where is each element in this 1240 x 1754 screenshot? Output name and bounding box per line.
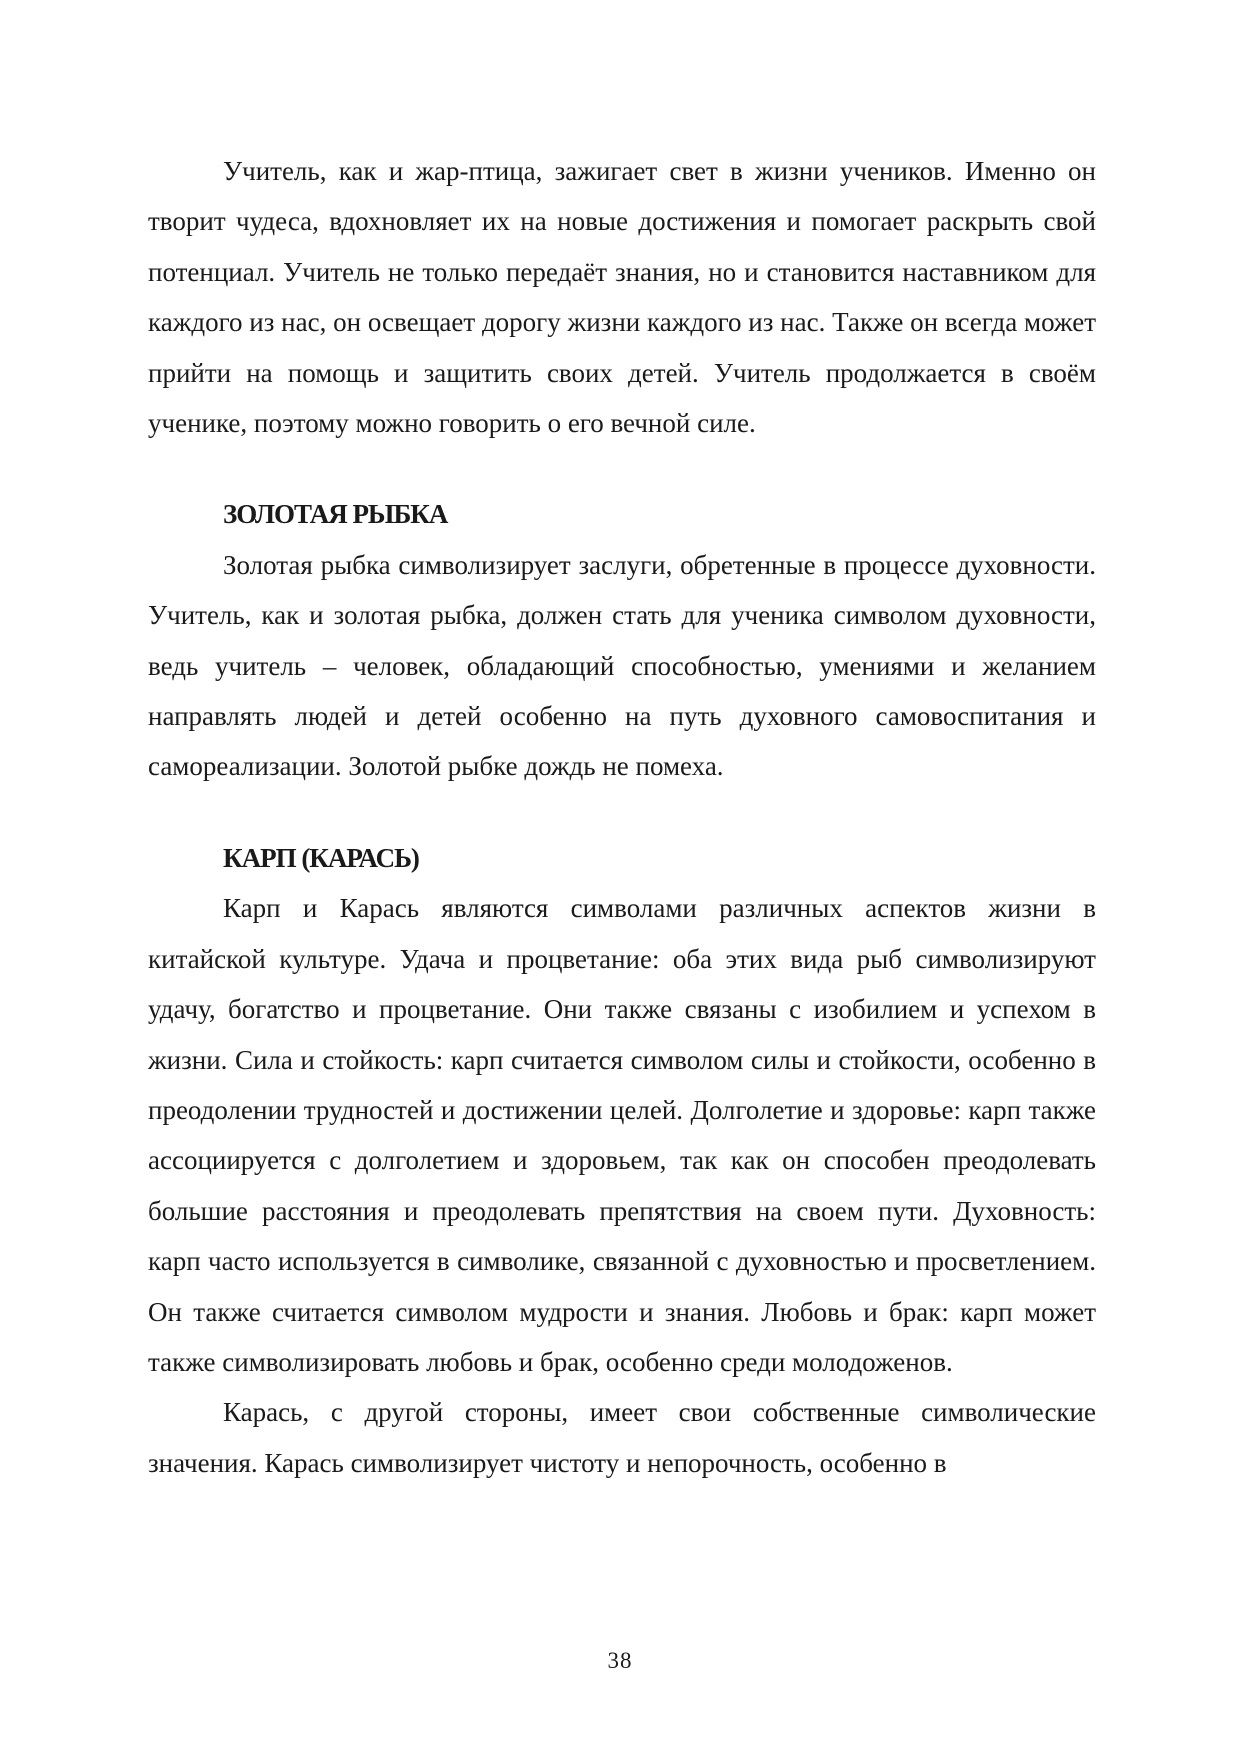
section-heading-carp: КАРП (КАРАСЬ) — [223, 842, 419, 873]
paragraph-firebird-teacher: Учитель, как и жар-птица, зажигает свет в жизни учеников. Именно он творит чудеса, вдохновляет их на новые достижения и помогает раскрыть свой потенциал. Учитель не только передаёт знания, но и становится наставником для каждого из нас, он освещает дорогу жизни каждого из нас. Также он всегда может прийти на помощь и защитить своих детей. Учитель продолжается в своём ученике, поэтому можно говорить о его вечной силе. — [148, 156, 1096, 439]
paragraph-carp: Карп и Карась являются символами различных аспектов жизни в китайской культуре. Удача и процветание: оба этих вида рыб символизируют удачу, богатство и процветание. Они также связаны с изобилием и успехом в жизни. Сила и стойкость: карп считается символом силы и стойкости, особенно в преодолении трудностей и достижении целей. Долголетие и здоровье: карп также ассоциируется с долголетием и здоровьем, так как он способен преодолевать большие расстояния и преодолевать препятствия на своем пути. Духовность: карп часто используется в символике, связанной с духовностью и просветлением. Он также считается символом мудрости и знания. Любовь и брак: карп может также символизировать любовь и брак, особенно среди молодоженов. — [148, 893, 1096, 1377]
page-number: 38 — [607, 1648, 633, 1673]
paragraph-golden-fish: Золотая рыбка символизирует заслуги, обретенные в процессе духовности. Учитель, как и золотая рыбка, должен стать для ученика символом духовности, ведь учитель – человек, обладающий способностью, умениями и желанием направлять людей и детей особенно на путь духовного самовоспитания и самореализации. Золотой рыбке дождь не помеха. — [148, 549, 1096, 782]
section-heading-golden-fish: ЗОЛОТАЯ РЫБКА — [223, 499, 448, 530]
paragraph-crucian: Карась, с другой стороны, имеет свои собственные символические значения. Карась символизирует чистоту и непорочность, особенно в — [148, 1397, 1096, 1478]
page-content — [148, 146, 1096, 1488]
